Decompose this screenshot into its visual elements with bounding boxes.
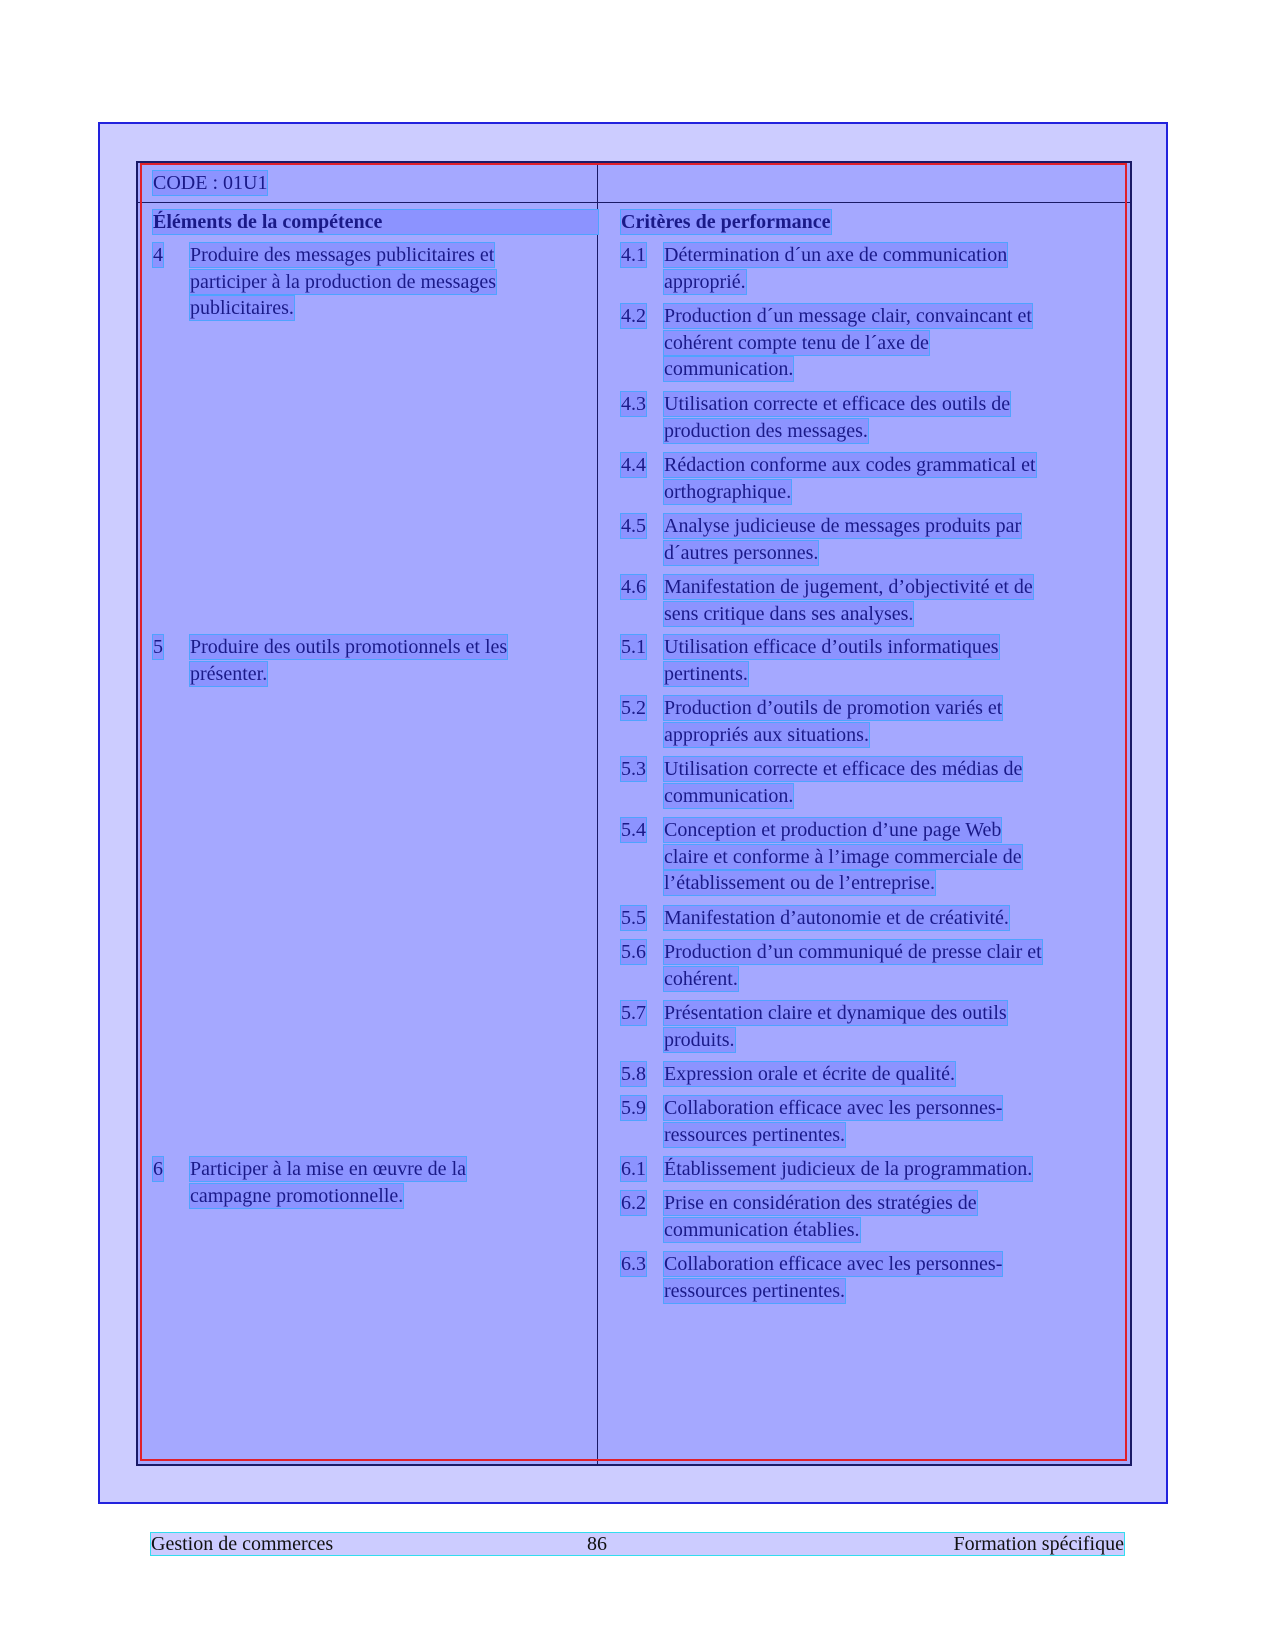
element-text-line: publicitaires. [190,297,294,319]
criterion-text-line: claire et conforme à l’image commerciale de [664,845,1022,868]
element-text-line: Produire des outils promotionnels et les [190,636,508,658]
footer-page-number: 86 [587,1533,607,1555]
criterion-text-line: communication. [664,358,794,380]
element-text-line: campagne promotionnelle. [190,1184,404,1207]
code-row-divider [136,202,1132,203]
criterion-text-line: Production d´un message clair, convaincant et [664,305,1032,327]
page-footer [151,1533,1124,1555]
criterion-number: 4.6 [621,576,646,598]
criterion-number: 5.9 [621,1097,646,1119]
criterion-text-line: ressources pertinentes. [664,1123,846,1146]
criterion-number: 4.2 [621,305,646,327]
criterion-text-line: Analyse judicieuse de messages produits par [664,515,1022,537]
criterion-text-line: production des messages. [664,419,868,442]
criterion-text-line: Utilisation correcte et efficace des médias de [664,758,1023,780]
element-text-line: participer à la production de messages [190,270,496,293]
criterion-number: 5.6 [621,941,646,963]
criterion-text-line: sens critique dans ses analyses. [664,602,914,625]
criterion-text-line: Utilisation correcte et efficace des outils de [664,393,1011,415]
criterion-text-line: Manifestation d’autonomie et de créativité. [664,907,1009,929]
criterion-text-line: appropriés aux situations. [664,723,869,746]
criterion-text-line: Établissement judicieux de la programmation. [664,1158,1033,1180]
criterion-text-line: Rédaction conforme aux codes grammatical et [664,454,1036,476]
element-text-line: Participer à la mise en œuvre de la [190,1158,466,1180]
criterion-text-line: approprié. [664,270,746,293]
criterion-text-line: Manifestation de jugement, d’objectivité et de [664,576,1033,598]
criterion-text-line: Production d’un communiqué de presse clair et [664,941,1042,963]
element-number: 5 [153,636,163,658]
element-number: 6 [153,1158,163,1180]
criterion-number: 4.1 [621,244,646,266]
criterion-number: 6.3 [621,1253,646,1275]
criterion-text-line: ressources pertinentes. [664,1279,846,1302]
footer-left: Gestion de commerces [151,1533,334,1555]
criterion-text-line: communication établies. [664,1218,860,1241]
criterion-text-line: Expression orale et écrite de qualité. [664,1063,955,1085]
criterion-number: 5.2 [621,697,646,719]
criterion-text-line: cohérent compte tenu de l´axe de [664,331,929,354]
criterion-text-line: produits. [664,1028,735,1051]
criterion-text-line: Détermination d´un axe de communication [664,244,1008,266]
criterion-number: 5.5 [621,907,646,929]
criterion-text-line: communication. [664,784,794,807]
header-criteres: Critères de performance [621,211,831,233]
criterion-number: 4.4 [621,454,646,476]
criterion-text-line: pertinents. [664,662,748,685]
criterion-text-line: Production d’outils de promotion variés et [664,697,1003,719]
criterion-number: 5.4 [621,819,646,841]
criterion-number: 5.8 [621,1063,646,1085]
criterion-text-line: Collaboration efficace avec les personnes- [664,1253,1003,1275]
criterion-text-line: l’établissement ou de l’entreprise. [664,872,936,894]
element-text-line: Produire des messages publicitaires et [190,244,495,266]
criterion-text-line: Utilisation efficace d’outils informatiques [664,636,999,658]
criterion-text-line: d´autres personnes. [664,541,819,564]
criterion-text-line: Collaboration efficace avec les personnes- [664,1097,1003,1119]
column-divider [597,161,598,1466]
header-elements: Éléments de la compétence [153,210,598,234]
code-label: CODE : 01U1 [153,172,268,194]
criterion-number: 5.7 [621,1002,646,1024]
criterion-text-line: Prise en considération des stratégies de [664,1192,977,1214]
criterion-number: 4.3 [621,393,646,415]
criterion-text-line: Présentation claire et dynamique des outils [664,1002,1007,1024]
criterion-number: 6.1 [621,1158,646,1180]
criterion-number: 5.3 [621,758,646,780]
criterion-number: 5.1 [621,636,646,658]
criterion-text-line: orthographique. [664,480,792,503]
element-text-line: présenter. [190,662,268,685]
criterion-number: 6.2 [621,1192,646,1214]
criterion-number: 4.5 [621,515,646,537]
criterion-text-line: Conception et production d’une page Web [664,819,1002,841]
footer-right: Formation spécifique [953,1533,1124,1555]
criterion-text-line: cohérent. [664,967,738,990]
element-number: 4 [153,244,163,266]
